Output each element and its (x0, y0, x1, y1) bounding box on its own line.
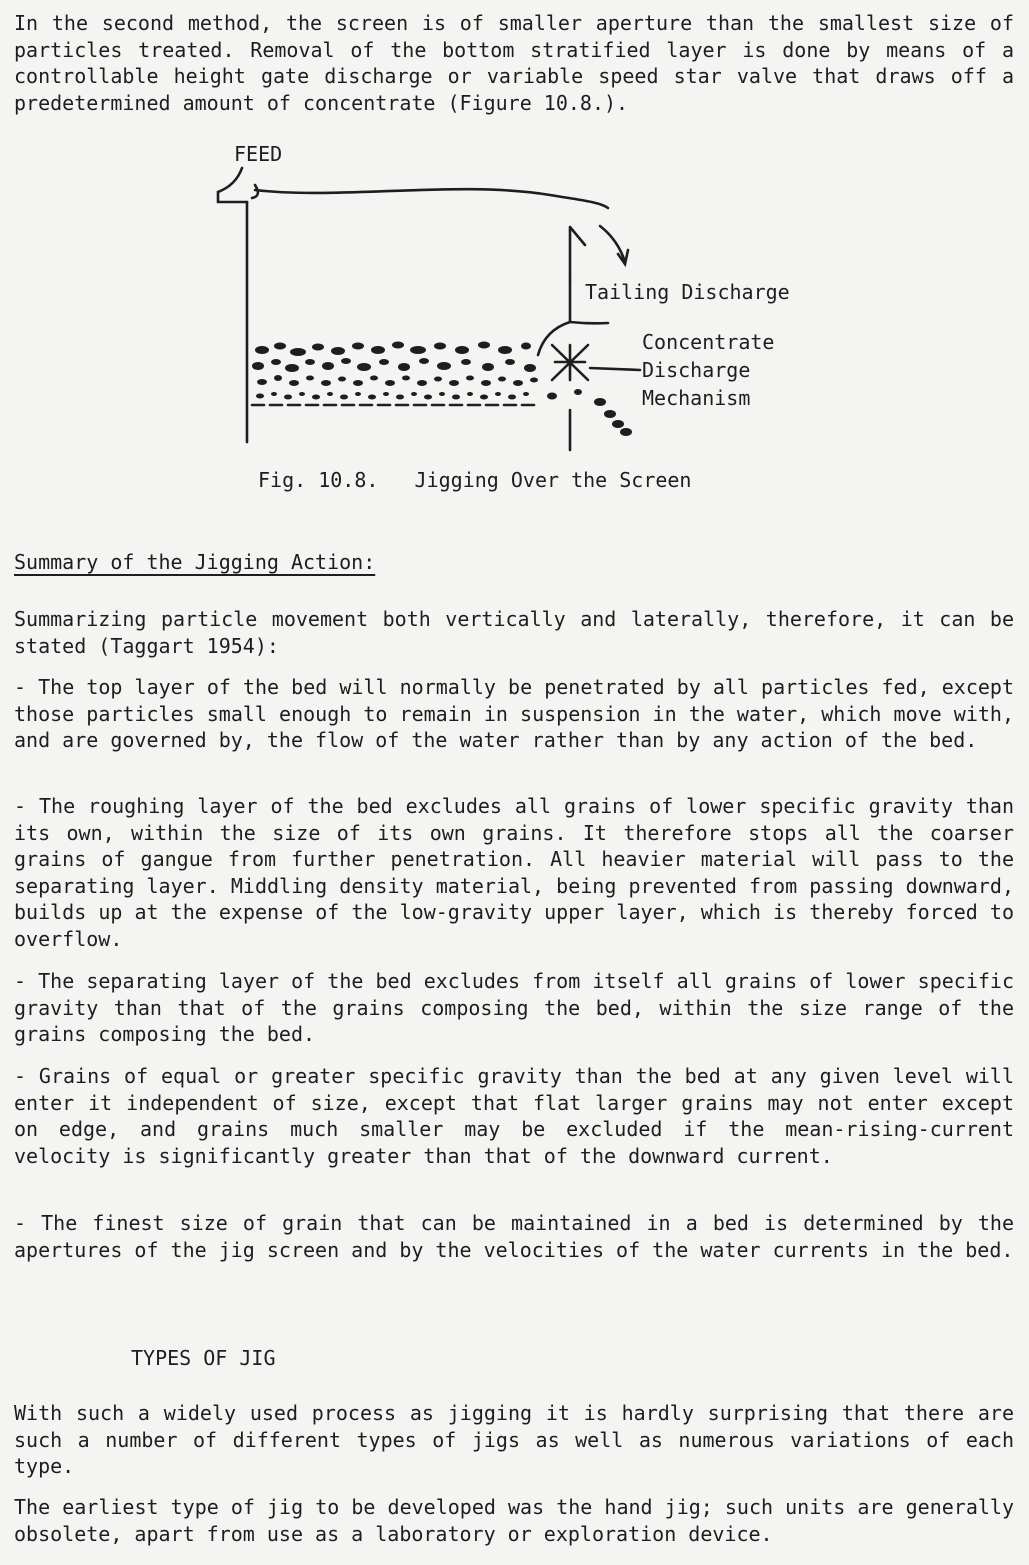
bullet-separating-layer: - The separating layer of the bed excludes from itself all grains of lower specific gravity than that of the grains composing the bed, within the size range of the grains composing the bed. (14, 969, 1014, 1046)
particle-bed (252, 342, 632, 437)
tailing-arrow (600, 226, 628, 264)
summary-intro: Summarizing particle movement both vertically and laterally, therefore, it can be stated (Taggart 1954): (14, 607, 1014, 658)
mechanism-label: Mechanism (642, 386, 751, 410)
bullet-grains-equal-gravity: - Grains of equal or greater specific gravity than the bed at any given level will enter it independent of size, except that flat larger grains may not enter except on edge, and grains much smaller may be excluded if the mean-rising-current velocity is significantly greater than that of the downward current. (14, 1064, 1014, 1168)
jig-figure (200, 140, 840, 500)
tailing-weir (570, 227, 585, 280)
summary-heading: Summary of the Jigging Action: (14, 550, 376, 574)
bullet-roughing-layer: - The roughing layer of the bed excludes all grains of lower specific gravity than its own, within the size of its own grains. It therefore stops all the coarser grains of gangue from further penetration. All heavier material will pass to the separating layer. Middling density material, being prevented from passing downward, builds up at the expense of the low-gravity upper layer, which is thereby forced to overflow. (14, 794, 1014, 951)
types-paragraph-1: With such a widely used process as jigging it is hardly surprising that there are such a number of different types of jigs as well as numerous variations of each type. (14, 1401, 1014, 1478)
concentrate-leader (590, 368, 640, 370)
figure-caption: Fig. 10.8. Jigging Over the Screen (258, 468, 692, 492)
tailing-discharge-label: Tailing Discharge (585, 280, 790, 304)
gate-curve (538, 322, 570, 355)
discharge-label: Discharge (642, 358, 751, 382)
intro-paragraph: In the second method, the screen is of smaller aperture than the smallest size of particles treated. Removal of the bottom stratified layer is done by means of a controllable height gate discharge or variable speed star valve that draws off a predetermined amount of concentrate (Figure 10.8.). (14, 11, 1014, 115)
bullet-top-layer: - The top layer of the bed will normally be penetrated by all particles fed, except those particles small enough to remain in suspension in the water, which move with, and are governed by, the flow of the water rather than by any action of the bed. (14, 675, 1014, 752)
feed-inlet-line (218, 168, 247, 202)
types-of-jig-heading: TYPES OF JIG (131, 1346, 276, 1370)
concentrate-label: Concentrate (642, 330, 775, 354)
types-paragraph-2: The earliest type of jig to be developed was the hand jig; such units are generally obsolete, apart from use as a laboratory or exploration device. (14, 1495, 1014, 1546)
feed-label: FEED (234, 142, 283, 166)
star-valve-icon (552, 345, 588, 380)
feed-stream-line (252, 185, 608, 208)
bullet-finest-size: - The finest size of grain that can be maintained in a bed is determined by the apertures of the jig screen and by the velocities of the water currents in the bed. (14, 1211, 1014, 1262)
